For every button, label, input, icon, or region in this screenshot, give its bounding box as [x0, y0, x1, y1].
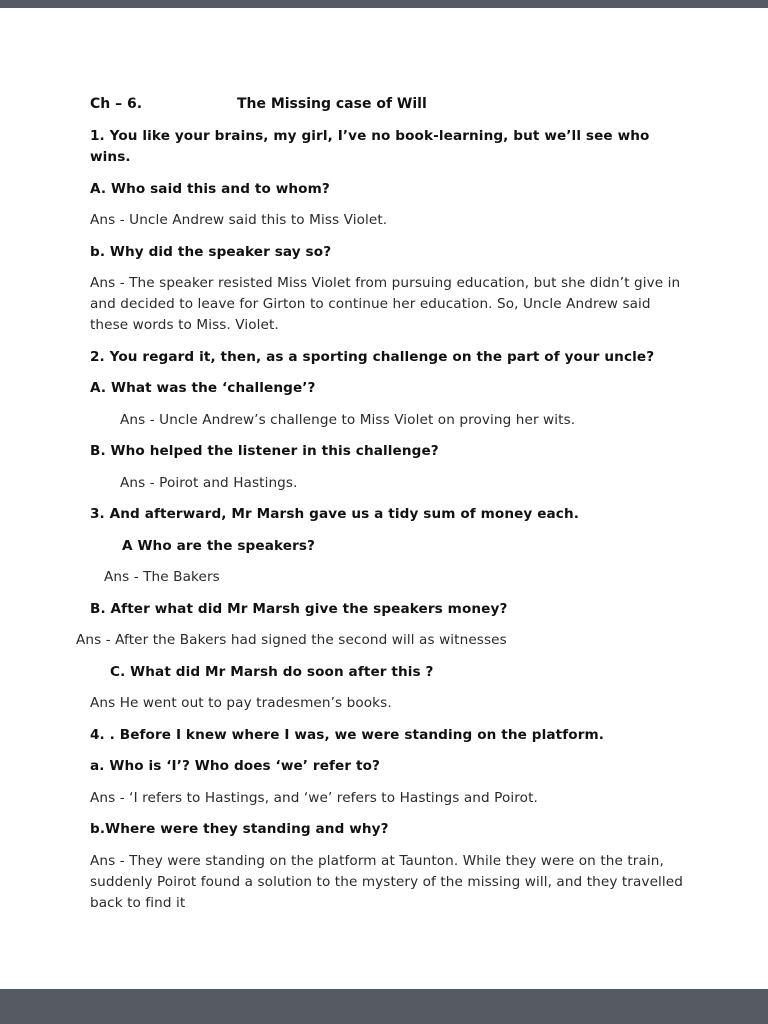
answer-paragraph: Ans - ‘I refers to Hastings, and ‘we’ refers to Hastings and Poirot. [90, 789, 538, 806]
viewer-top-bar [0, 0, 768, 8]
chapter-label: Ch – 6. [90, 96, 143, 112]
chapter-heading [90, 94, 690, 115]
answer-paragraph: Ans - Uncle Andrew said this to Miss Violet. [90, 212, 388, 228]
sub-question-heading: b.Where were they standing and why? [90, 821, 389, 837]
document-page [0, 8, 768, 989]
page-title: The Missing case of Will [236, 96, 427, 112]
sub-question-heading: B. After what did Mr Marsh give the speakers money? [90, 600, 508, 617]
sub-question-heading: A Who are the speakers? [122, 537, 316, 554]
question-heading: 3. And afterward, Mr Marsh gave us a tidy sum of money each. [90, 506, 580, 522]
sub-question-heading: C. What did Mr Marsh do soon after this ? [110, 663, 434, 680]
sub-question-heading: a. Who is ‘I’? Who does ‘we’ refer to? [90, 758, 381, 774]
answer-paragraph: Ans - They were standing on the platform at Taunton. While they were on the train, suddenly Poirot found a solution to the mystery of the missing will, and they travelled back to find it [90, 852, 683, 911]
question-heading: 4. . Before I knew where I was, we were standing on the platform. [90, 726, 605, 743]
answer-paragraph: Ans - The Bakers [104, 569, 220, 585]
answer-paragraph: Ans - After the Bakers had signed the second will as witnesses [76, 632, 507, 648]
question-heading: 1. You like your brains, my girl, I’ve no book-learning, but we’ll see who wins. [90, 128, 650, 165]
document-body [76, 126, 690, 914]
sub-question-heading: A. What was the ‘challenge’? [90, 380, 316, 396]
answer-paragraph: Ans He went out to pay tradesmen’s books. [90, 695, 392, 711]
sub-question-heading: b. Why did the speaker say so? [90, 243, 332, 260]
viewer-bottom-bar [0, 989, 768, 1024]
sub-question-heading: A. Who said this and to whom? [90, 180, 330, 197]
answer-paragraph: Ans - The speaker resisted Miss Violet from pursuing education, but she didn’t give in and decided to leave for Girton to continue her education. So, Uncle Andrew said these words to Miss. Violet. [90, 275, 681, 333]
question-heading: 2. You regard it, then, as a sporting challenge on the part of your uncle? [90, 348, 655, 365]
sub-question-heading: B. Who helped the listener in this challenge? [90, 443, 439, 459]
answer-paragraph: Ans - Poirot and Hastings. [120, 474, 298, 491]
answer-paragraph: Ans - Uncle Andrew’s challenge to Miss Violet on proving her wits. [120, 411, 576, 428]
